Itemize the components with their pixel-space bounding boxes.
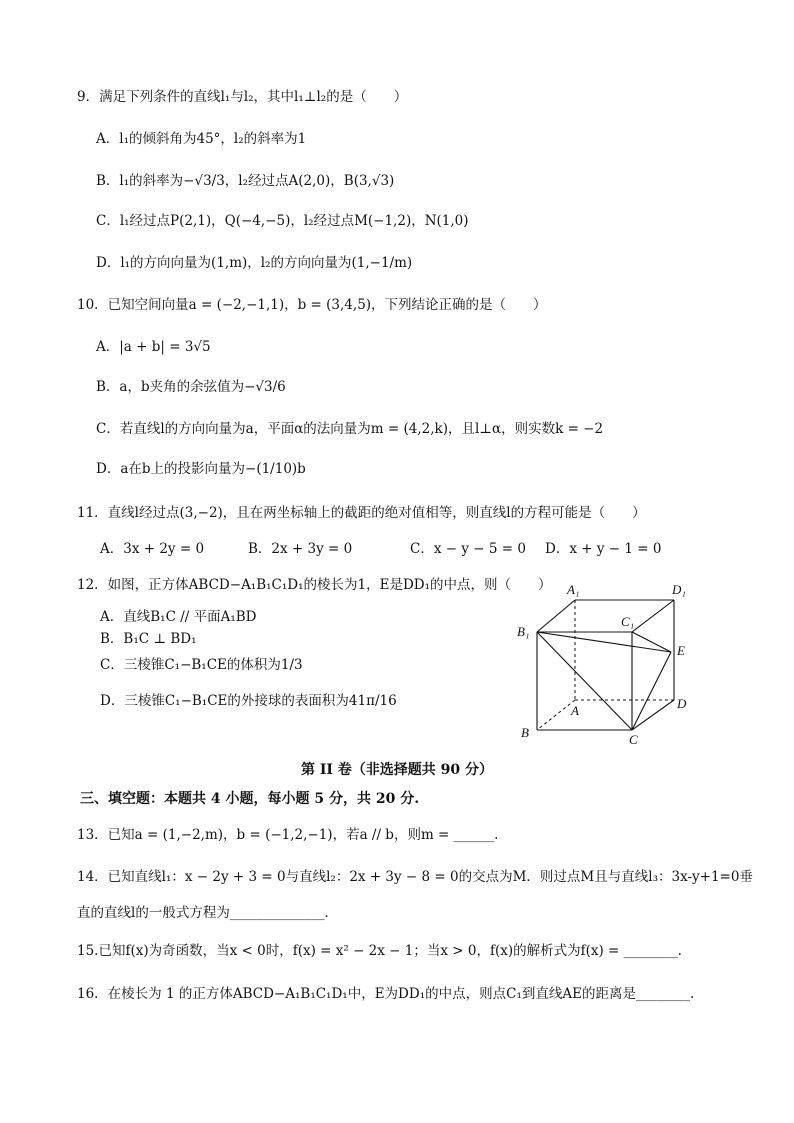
question-9-option-b: B．l₁的斜率为−√3/3，l₂经过点A(2,0)，B(3,√3) [96, 173, 395, 189]
question-9-option-a: A．l₁的倾斜角为45°，l₂的斜率为1 [96, 131, 307, 147]
question-13: 13．已知a = (1,−2,m)，b = (−1,2,−1)，若a // b，则m = ______. [77, 827, 499, 843]
question-10-option-c: C．若直线l的方向向量为a，平面α的法向量为m = (4,2,k)，且l⊥α，则实数k = −2 [96, 421, 604, 437]
question-9-stem: 9．满足下列条件的直线l₁与l₂，其中l₁⊥l₂的是（ ） [77, 89, 408, 105]
question-10-option-d: D．a在b上的投影向量为−(1/10)b [96, 461, 306, 477]
label-a1: A₁ [567, 582, 580, 597]
question-11-stem: 11．直线l经过点(3,−2)，且在两坐标轴上的截距的绝对值相等，则直线l的方程可能是（ ） [77, 505, 646, 521]
edge-d1-c1 [632, 600, 674, 632]
question-10-stem: 10．已知空间向量a = (−2,−1,1)，b = (3,4,5)，下列结论正确的是（ ） [77, 297, 547, 313]
label-d: D [677, 696, 687, 711]
segment-b1-c [537, 632, 632, 730]
cube-figure [505, 578, 715, 748]
question-9-option-d: D．l₁的方向向量为(1,m)，l₂的方向向量为(1,−1/m) [96, 255, 413, 271]
question-9-option-c: C．l₁经过点P(2,1)，Q(−4,−5)，l₂经过点M(−1,2)，N(1,0) [96, 213, 469, 229]
label-b1: B₁ [517, 624, 530, 639]
question-12-stem: 12．如图，正方体ABCD−A₁B₁C₁D₁的棱长为1，E是DD₁的中点，则（ ） [77, 577, 552, 593]
question-10-option-a: A．|a + b| = 3√5 [96, 339, 211, 355]
label-c: C [629, 732, 638, 747]
question-11-option-d: D．x + y − 1 = 0 [545, 541, 662, 557]
question-12-option-d: D．三棱锥C₁−B₁CE的外接球的表面积为41π/16 [100, 693, 397, 709]
label-a: A [571, 703, 579, 718]
question-16: 16．在棱长为 1 的正方体ABCD−A₁B₁C₁D₁中，E为DD₁的中点，则点C₁到直线AE的距离是________. [77, 986, 695, 1002]
question-12-option-c: C．三棱锥C₁−B₁CE的体积为1/3 [100, 657, 303, 673]
question-11-option-c: C．x − y − 5 = 0 [410, 541, 526, 557]
question-11-option-a: A．3x + 2y = 0 [100, 541, 205, 557]
question-12-option-b: B．B₁C ⊥ BD₁ [100, 631, 197, 647]
question-14-line2: 直的直线l的一般式方程为______________. [77, 905, 329, 921]
question-12-option-a: A．直线B₁C // 平面A₁BD [100, 609, 257, 625]
label-e: E [677, 643, 685, 658]
segment-e-c [632, 652, 671, 730]
question-15: 15.已知f(x)为奇函数，当x < 0时，f(x) = x² − 2x − 1；当x > 0，f(x)的解析式为f(x) = ________. [77, 943, 682, 959]
question-14-line1: 14．已知直线l₁：x − 2y + 3 = 0与直线l₂：2x + 3y − 8 = 0的交点为M．则过点M且与直线l₃：3x-y+1=0垂 [77, 869, 753, 885]
label-c1: C₁ [621, 614, 635, 629]
question-10-option-b: B．a，b夹角的余弦值为−√3/6 [96, 379, 286, 395]
edge-b1-a1 [537, 600, 575, 632]
hidden-edge-a-b [537, 700, 575, 730]
part2-title: 第 II 卷（非选择题共 90 分） [300, 762, 494, 778]
section3-title: 三、填空题：本题共 4 小题，每小题 5 分，共 20 分. [80, 791, 420, 807]
edge-d-c [632, 700, 674, 730]
label-b: B [521, 725, 529, 740]
label-d1: D₁ [672, 582, 686, 597]
question-11-option-b: B．2x + 3y = 0 [248, 541, 353, 557]
